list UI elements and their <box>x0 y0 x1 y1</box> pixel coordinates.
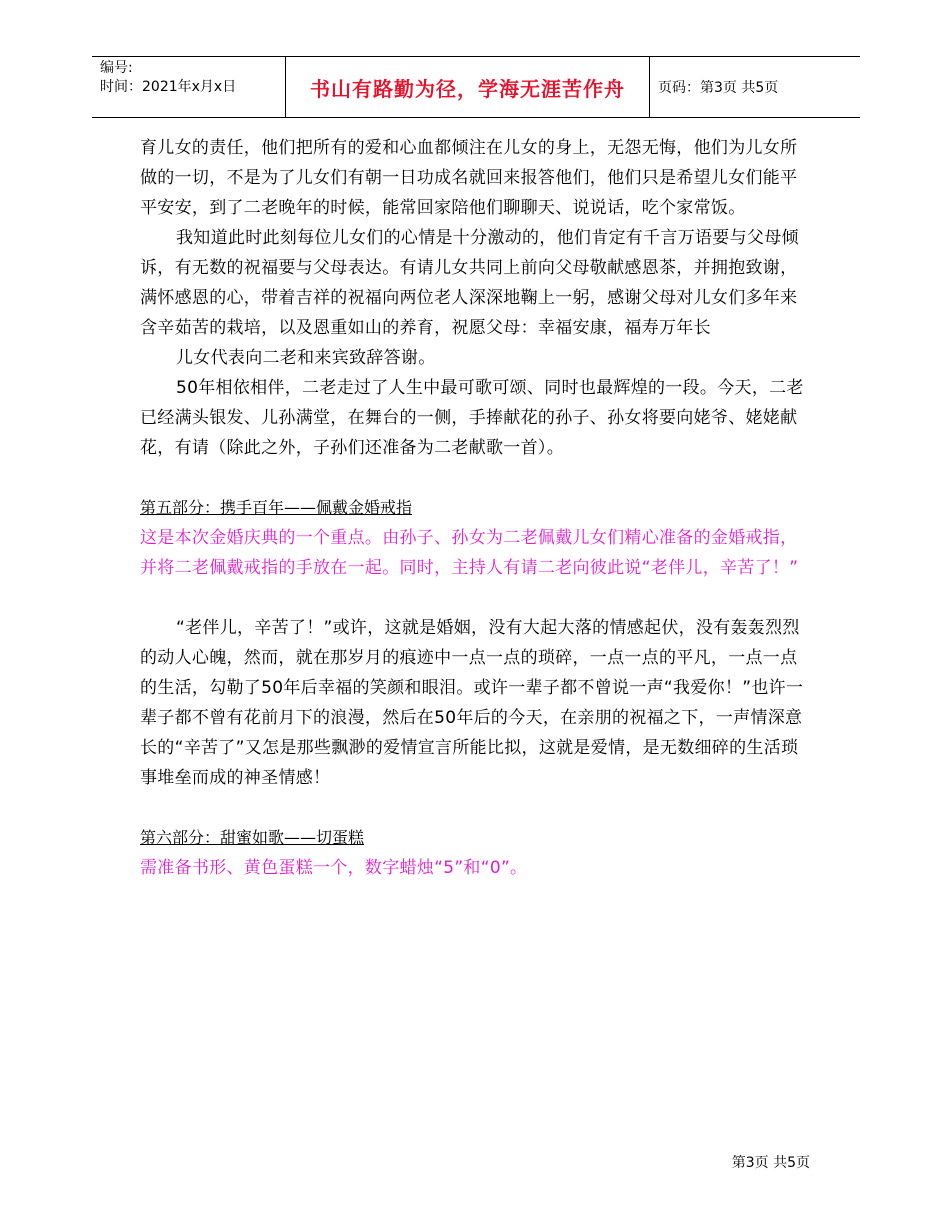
document-time-label: 时间：2021年x月x日 <box>100 79 237 95</box>
header-page-info: 页码：第3页 共5页 <box>658 80 779 96</box>
page-footer: 第3页 共5页 <box>731 1155 810 1171</box>
spacer <box>140 583 812 613</box>
paragraph-children-speech: 儿女代表向二老和来宾致辞答谢。 <box>176 348 436 368</box>
paragraph-parents-love: 育儿女的责任，他们把所有的爱和心血都倾注在儿女的身上，无怨无悔，他们为儿女所做的一切，不是为了儿女们有朝一日功成名就回来报答他们，他们只是希望儿女们能平平安安，到了二老晚年的时候，能常回家陪他们聊聊天、说说话，吃个家常饭。 <box>140 138 798 218</box>
header-divider-right <box>649 57 650 117</box>
section6-heading: 第六部分：甜蜜如歌——切蛋糕 <box>140 828 365 847</box>
section6-note: 需准备书形、黄色蛋糕一个，数字蜡烛“5”和“0”。 <box>140 858 528 878</box>
header-motto: 书山有路勤为径，学海无涯苦作舟 <box>310 76 625 101</box>
section5-heading: 第五部分：携手百年——佩戴金婚戒指 <box>140 498 413 517</box>
paragraph-old-companion: “老伴儿，辛苦了！”或许，这就是婚姻，没有大起大落的情感起伏，没有轰轰烈烈的动人心魄，然而，就在那岁月的痕迹中一点一点的琐碎，一点一点的平凡，一点一点的生活，勾勒了50年后幸福的笑颜和眼泪。或许一辈子都不曾说一声“我爱你！”也许一辈子都不曾有花前月下的浪漫，然后在50年后的今天，在亲朋的祝福之下，一声情深意长的“辛苦了”又怎是那些飘渺的爱情宣言所能比拟，这就是爱情，是无数细碎的生活琐事堆垒而成的神圣情感！ <box>140 618 804 788</box>
header-meta <box>100 59 285 97</box>
spacer <box>140 793 812 823</box>
spacer <box>140 463 812 493</box>
document-number-label: 编号: <box>100 60 133 76</box>
paragraph-fifty-years: 50年相依相伴，二老走过了人生中最可歌可颂、同时也最辉煌的一段。今天，二老已经满头银发、儿孙满堂，在舞台的一侧，手捧献花的孙子、孙女将要向姥爷、姥姥献花，有请（除此之外，子孙们还准备为二老献歌一首）。 <box>140 378 804 458</box>
page-header <box>92 56 860 118</box>
section5-note: 这是本次金婚庆典的一个重点。由孙子、孙女为二老佩戴儿女们精心准备的金婚戒指，并将二老佩戴戒指的手放在一起。同时，主持人有请二老向彼此说“老伴儿，辛苦了！” <box>140 528 799 578</box>
document-body <box>140 133 812 883</box>
paragraph-gratitude-tea: 我知道此时此刻每位儿女们的心情是十分激动的，他们肯定有千言万语要与父母倾诉，有无数的祝福要与父母表达。有请儿女共同上前向父母敬献感恩茶，并拥抱致谢，满怀感恩的心，带着吉祥的祝福向两位老人深深地鞠上一躬，感谢父母对儿女们多年来含辛茹苦的栽培，以及恩重如山的养育，祝愿父母：幸福安康，福寿万年长 <box>140 228 799 338</box>
